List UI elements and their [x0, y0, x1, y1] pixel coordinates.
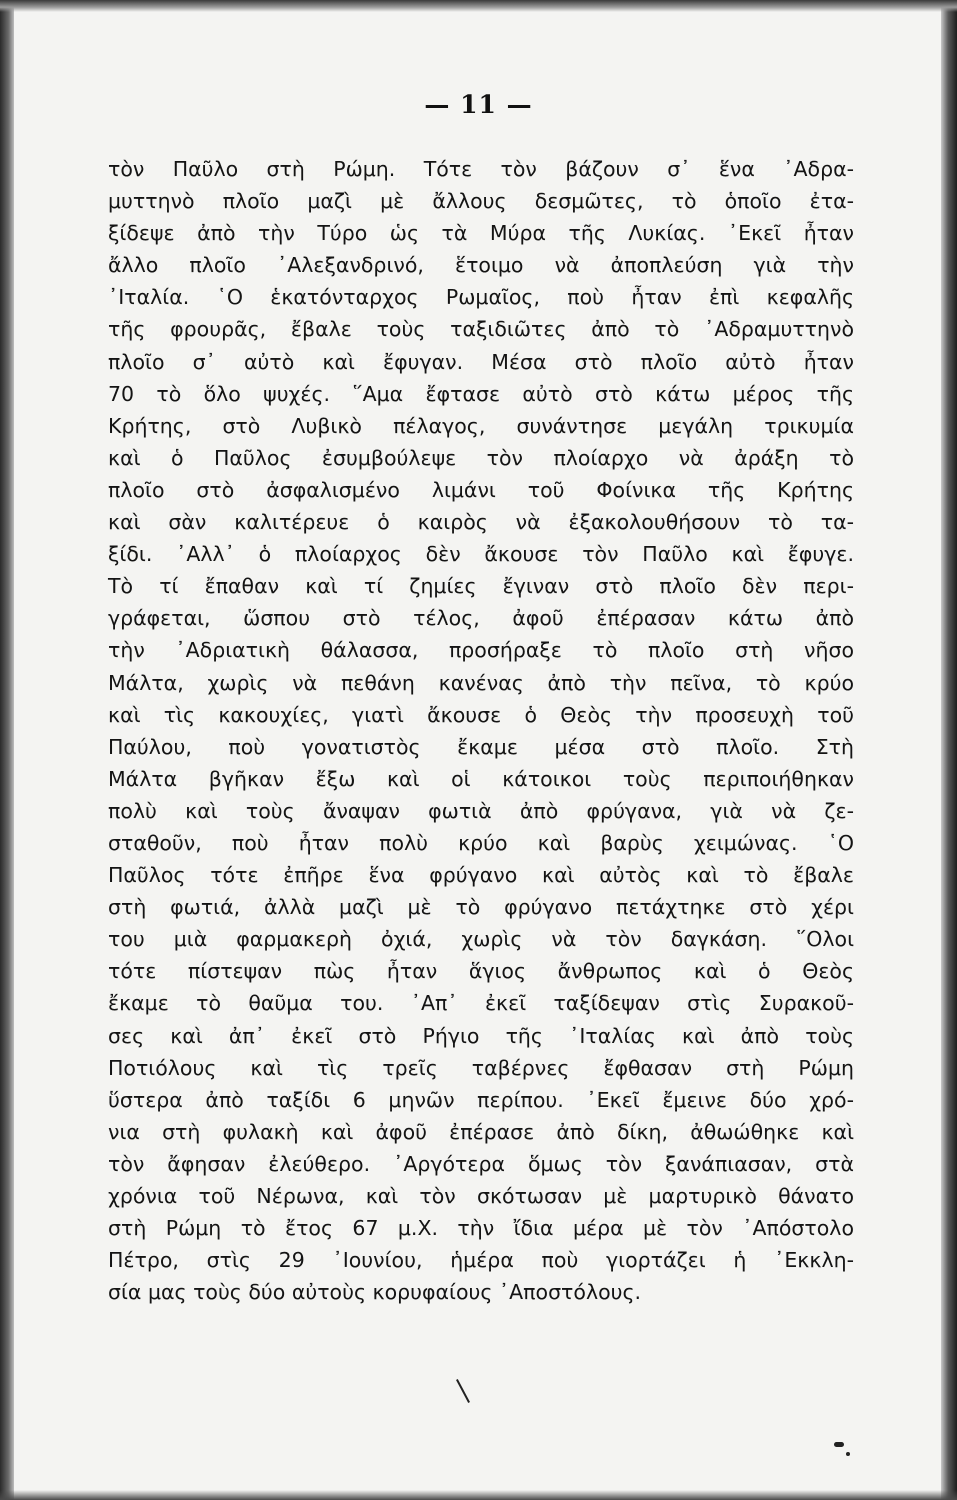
text-line: σες καὶ ἀπ᾽ ἐκεῖ στὸ Ρήγιο τῆς ᾽Ιταλίας καὶ ἀπὸ τοὺς [108, 1023, 854, 1048]
text-line: τότε πίστεψαν πὼς ἦταν ἅγιος ἄνθρωπος καὶ ὁ Θεὸς [108, 959, 854, 984]
scan-speck [456, 1379, 470, 1403]
text-line: χρόνια τοῦ Νέρωνα, καὶ τὸν σκότωσαν μὲ μαρτυρικὸ θάνατο [108, 1184, 854, 1208]
text-line: γράφεται, ὥσπου στὸ τέλος, ἀφοῦ ἐπέρασαν κάτω ἀπὸ [108, 606, 854, 631]
text-line: τὸν ἄφησαν ἐλεύθερο. ᾽Αργότερα ὅμως τὸν ξανάπιασαν, στὰ [108, 1151, 854, 1176]
text-line: τὸν Παῦλο στὴ Ρώμη. Τότε τὸν βάζουν σ᾽ ἕνα ᾽Αδρα- [108, 157, 854, 181]
text-line: Ποτιόλους καὶ τὶς τρεῖς ταβέρνες ἔφθασαν στὴ Ρώμη [108, 1055, 854, 1080]
text-line: Παύλου, ποὺ γονατιστὸς ἔκαμε μέσα στὸ πλοῖο. Στὴ [108, 734, 854, 759]
text-line: μυττηνὸ πλοῖο μαζὶ μὲ ἄλλους δεσμῶτες, τὸ ὁποῖο ἐτα- [108, 189, 854, 214]
page-edge-right [941, 0, 957, 1500]
text-line: πολὺ καὶ τοὺς ἄναψαν φωτιὰ ἀπὸ φρύγανα, γιὰ νὰ ζε- [108, 798, 854, 823]
text-line: ξίδεψε ἀπὸ τὴν Τύρο ὡς τὰ Μύρα τῆς Λυκίας. ᾽Εκεῖ ἦταν [108, 221, 854, 246]
text-line: ὕστερα ἀπὸ ταξίδι 6 μηνῶν περίπου. ᾽Εκεῖ ἔμεινε δύο χρό- [108, 1087, 854, 1112]
page-edge-top [0, 0, 957, 12]
text-line: καὶ ὁ Παῦλος ἐσυμβούλεψε τὸν πλοίαρχο νὰ ἀράξη τὸ [108, 445, 854, 470]
text-line: Τὸ τί ἔπαθαν καὶ τί ζημίες ἔγιναν στὸ πλοῖο δὲν περι- [108, 574, 854, 599]
text-line: στὴ φωτιά, ἀλλὰ μαζὶ μὲ τὸ φρύγανο πετάχτηκε στὸ χέρι [108, 895, 854, 920]
text-line: στὴ Ρώμη τὸ ἔτος 67 μ.Χ. τὴν ἴδια μέρα μὲ τὸν ᾽Απόστολο [108, 1216, 854, 1241]
text-line: ᾽Ιταλία. ῾Ο ἑκατόνταρχος Ρωμαῖος, ποὺ ἦταν ἐπὶ κεφαλῆς [108, 285, 854, 310]
page-edge-left [0, 0, 14, 1500]
text-line: Παῦλος τότε ἐπῆρε ἕνα φρύγανο καὶ αὐτὸς καὶ τὸ ἔβαλε [108, 863, 854, 888]
text-line: σταθοῦν, ποὺ ἦταν πολὺ κρύο καὶ βαρὺς χειμώνας. ῾Ο [108, 830, 854, 855]
text-line: Μάλτα, χωρὶς νὰ πεθάνη κανένας ἀπὸ τὴν πεῖνα, τὸ κρύο [108, 670, 854, 695]
text-line: 70 τὸ ὅλο ψυχές. ῞Αμα ἔφτασε αὐτὸ στὸ κάτω μέρος τῆς [108, 381, 854, 406]
page-number: — 11 — [424, 90, 533, 119]
text-line: σία μας τοὺς δύο αὐτοὺς κορυφαίους ᾽Αποστόλους. [108, 1280, 642, 1305]
page-edge-bottom [0, 1490, 957, 1500]
text-line: τῆς φρουρᾶς, ἔβαλε τοὺς ταξιδιῶτες ἀπὸ τὸ ᾽Αδραμυττηνὸ [108, 317, 854, 342]
text-line: του μιὰ φαρμακερὴ ὀχιά, χωρὶς νὰ τὸν δαγκάση. ῞Ολοι [108, 927, 854, 952]
scan-speck [846, 1452, 850, 1456]
text-line: πλοῖο σ᾽ αὐτὸ καὶ ἔφυγαν. Μέσα στὸ πλοῖο αὐτὸ ἦταν [108, 349, 854, 374]
text-line: ξίδι. ᾽Αλλ᾽ ὁ πλοίαρχος δὲν ἄκουσε τὸν Παῦλο καὶ ἔφυγε. [108, 542, 854, 567]
text-line: Μάλτα βγῆκαν ἔξω καὶ οἱ κάτοικοι τοὺς περιποιήθηκαν [108, 766, 854, 791]
text-line: καὶ σὰν καλιτέρευε ὁ καιρὸς νὰ ἐξακολουθήσουν τὸ τα- [108, 510, 854, 535]
text-line: νια στὴ φυλακὴ καὶ ἀφοῦ ἐπέρασε ἀπὸ δίκη, ἀθωώθηκε καὶ [108, 1119, 854, 1144]
text-line: καὶ τὶς κακουχίες, γιατὶ ἄκουσε ὁ Θεὸς τὴν προσευχὴ τοῦ [108, 702, 854, 727]
body-text [108, 153, 854, 1308]
text-line: ἔκαμε τὸ θαῦμα του. ᾽Απ᾽ ἐκεῖ ταξίδεψαν στὶς Συρακοῦ- [108, 991, 854, 1016]
text-line: ἄλλο πλοῖο ᾽Αλεξανδρινό, ἕτοιμο νὰ ἀποπλεύση γιὰ τὴν [108, 253, 854, 278]
text-line: Πέτρο, στὶς 29 ᾽Ιουνίου, ἡμέρα ποὺ γιορτάζει ἡ ᾽Εκκλη- [108, 1248, 854, 1273]
scan-speck [834, 1442, 844, 1447]
text-line: πλοῖο στὸ ἀσφαλισμένο λιμάνι τοῦ Φοίνικα τῆς Κρήτης [108, 477, 854, 502]
text-line: τὴν ᾽Αδριατικὴ θάλασσα, προσήραξε τὸ πλοῖο στὴ νῆσο [108, 638, 854, 663]
text-line: Κρήτης, στὸ Λυβικὸ πέλαγος, συνάντησε μεγάλη τρικυμία [108, 413, 854, 438]
